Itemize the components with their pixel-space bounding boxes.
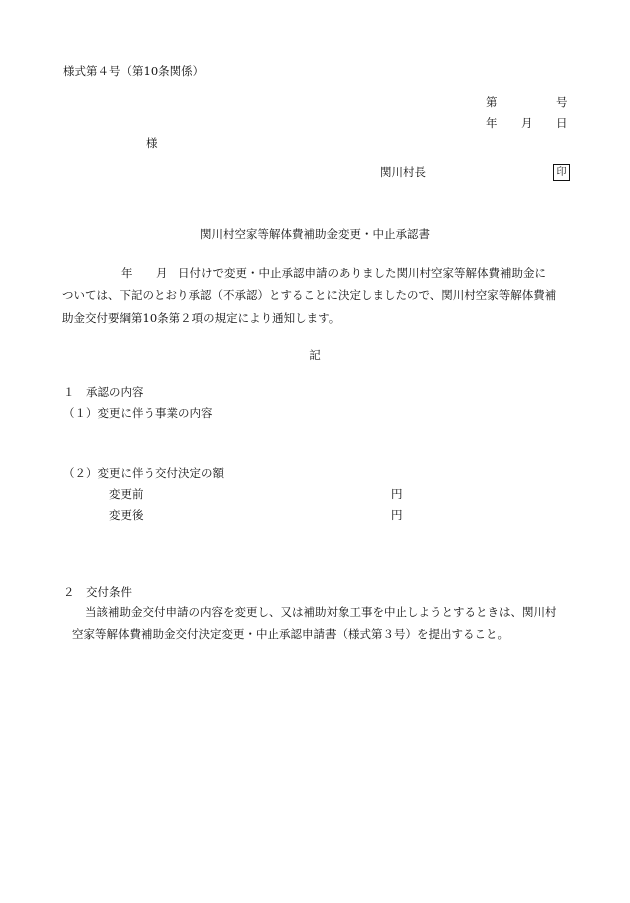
- body-month-label: 月: [156, 266, 168, 280]
- document-number-prefix: 第: [486, 95, 498, 109]
- amount-before-label: 変更前: [109, 487, 144, 501]
- body-text-line-2: ついては、下記のとおり承認（不承認）とすることに決定しましたので、関川村空家等解体費補: [62, 288, 557, 302]
- section-2-text-line-2: 空家等解体費補助金交付決定変更・中止承認申請書（様式第３号）を提出すること。: [72, 627, 509, 641]
- issuer-name: 関川村長: [380, 165, 426, 179]
- amount-after-label: 変更後: [109, 508, 144, 522]
- body-text-line-1: 日付けで変更・中止承認申請のありました関川村空家等解体費補助金に: [178, 266, 546, 280]
- section-2-text-line-1: 当該補助金交付申請の内容を変更し、又は補助対象工事を中止しようとするときは、関川村: [85, 605, 557, 619]
- date-day-label: 日: [556, 116, 568, 130]
- section-1-2-heading: （２）変更に伴う交付決定の額: [63, 466, 224, 480]
- date-year-label: 年: [486, 116, 498, 130]
- amount-before-unit: 円: [391, 487, 403, 501]
- document-title: 関川村空家等解体費補助金変更・中止承認書: [200, 227, 430, 241]
- body-text-line-3: 助金交付要綱第10条第２項の規定により通知します。: [62, 311, 341, 325]
- recipient-honorific: 様: [146, 136, 158, 150]
- document-number-suffix: 号: [556, 95, 568, 109]
- ki-heading: 記: [309, 348, 321, 362]
- body-year-label: 年: [121, 266, 133, 280]
- section-1-heading: １ 承認の内容: [63, 385, 144, 399]
- amount-after-unit: 円: [391, 508, 403, 522]
- section-1-1-heading: （１）変更に伴う事業の内容: [63, 406, 213, 420]
- section-2-heading: ２ 交付条件: [63, 585, 132, 599]
- seal-stamp-box: 印: [553, 164, 570, 181]
- date-month-label: 月: [521, 116, 533, 130]
- form-number: 様式第４号（第10条関係）: [63, 64, 205, 78]
